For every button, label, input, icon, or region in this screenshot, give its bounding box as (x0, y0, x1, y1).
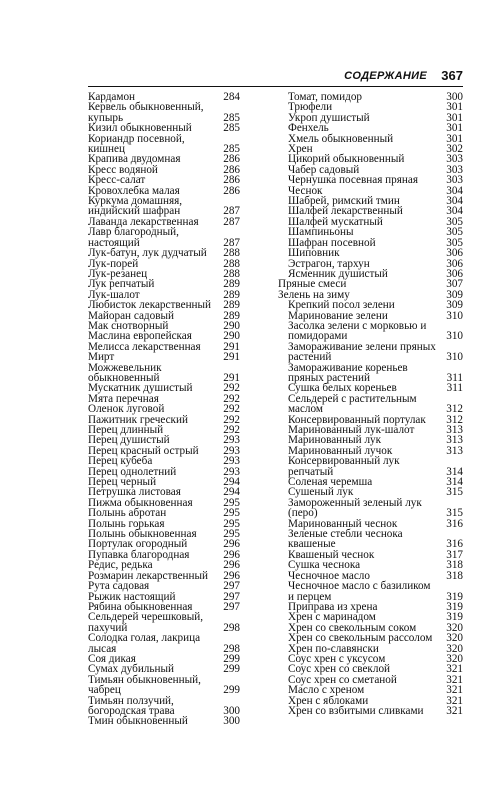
toc-entry-page: 289 (223, 299, 240, 312)
toc-entry-title: Маринованный лучок (288, 444, 393, 457)
toc-entry-page: 316 (446, 517, 463, 530)
toc-entry-page: 310 (446, 330, 463, 343)
toc-entry-title: Крапива двудомная (88, 153, 181, 166)
toc-entry-title: Сумах дубильный (88, 663, 174, 676)
toc-entry-title: Майоран садовый (88, 309, 174, 322)
toc-entry-title: Лаванда лекарственная (88, 215, 199, 228)
toc-entry-title: Хрен с яблоками (288, 694, 369, 707)
toc-entry-title: Мак снотворный (88, 319, 169, 332)
toc-entry-page: 294 (223, 476, 240, 489)
toc-entry-page: 297 (223, 590, 240, 603)
toc-entry-page: 300 (223, 715, 240, 728)
header-rule (88, 86, 463, 87)
toc-entry-page: 315 (446, 486, 463, 499)
toc-entry-title: Перец черный (88, 476, 157, 489)
toc-entry-page: 321 (446, 694, 463, 707)
toc-entry (278, 706, 463, 716)
toc-entry-title: Чабер садовый (288, 163, 360, 176)
toc-entry-title: Шабрей, римский тмин (288, 195, 400, 208)
toc-entry (278, 300, 463, 310)
toc-entry-title: Портулак огородный (88, 538, 188, 551)
toc-entry-page: 321 (446, 663, 463, 676)
toc-entry (88, 581, 240, 591)
toc-entry-title: Кориандр посевной, кишнец (88, 132, 185, 156)
toc-entry-page: 318 (446, 569, 463, 582)
toc-entry-page: 303 (446, 163, 463, 176)
toc-entry-page: 305 (446, 226, 463, 239)
toc-entry (278, 321, 463, 342)
toc-entry (88, 248, 240, 258)
toc-entry-title: Лук-резанец (88, 267, 148, 280)
toc-entry-title: Лук-порей (88, 257, 139, 270)
toc-entry-page: 307 (446, 278, 463, 291)
toc-entry-title: Рябина обыкновенная (88, 600, 193, 613)
toc-entry-page: 321 (446, 673, 463, 686)
toc-entry-page: 312 (446, 413, 463, 426)
toc-entry-title: Шалфей лекарственный (288, 205, 403, 218)
toc-entry-title: Куркума домашняя, индийский шафран (88, 195, 183, 218)
toc-entry-title: Хрен со взбитыми сливками (288, 704, 424, 717)
toc-entry-page: 294 (223, 486, 240, 499)
toc-entry-page: 301 (446, 101, 463, 114)
toc-entry-page: 316 (446, 538, 463, 551)
toc-entry (278, 363, 463, 384)
toc-entry-page: 289 (223, 278, 240, 291)
toc-entry-page: 320 (446, 621, 463, 634)
toc-entry-page: 289 (223, 309, 240, 322)
toc-entry-title: Пряные смеси (278, 278, 347, 291)
toc-entry-page: 291 (223, 351, 240, 364)
toc-entry-page: 313 (446, 434, 463, 447)
toc-entry (278, 456, 463, 477)
toc-entry-page: 314 (446, 465, 463, 478)
toc-entry-title: Маринованный чеснок (288, 517, 398, 530)
toc-entry-page: 303 (446, 153, 463, 166)
toc-entry-page: 300 (223, 704, 240, 717)
toc-entry-page: 291 (223, 340, 240, 353)
toc-entry-page: 298 (223, 642, 240, 655)
toc-entry-title: Чеснок (288, 184, 323, 197)
toc-entry-page: 305 (446, 236, 463, 249)
toc-entry-page: 321 (446, 684, 463, 697)
toc-column-left (88, 92, 240, 727)
toc-entry (88, 696, 240, 717)
toc-entry-page: 293 (223, 465, 240, 478)
toc-entry-title: Оленок луговой (88, 403, 165, 416)
toc-entry-page: 295 (223, 507, 240, 520)
toc-entry (88, 716, 240, 726)
running-header (85, 68, 463, 86)
toc-entry (88, 352, 240, 362)
toc-entry (88, 675, 240, 696)
toc-entry-title: Соус хрен со сметаной (288, 673, 397, 686)
toc-entry-page: 321 (446, 704, 463, 717)
toc-entry-page: 287 (223, 205, 240, 218)
toc-entry (88, 134, 240, 155)
toc-entry-title: Перец кубеба (88, 455, 153, 468)
toc-entry-page: 301 (446, 111, 463, 124)
toc-entry-title: Маринованный лук-шалот (288, 424, 415, 436)
toc-entry-title: Соя дикая (88, 652, 136, 665)
toc-entry (278, 685, 463, 695)
toc-entry (88, 633, 240, 654)
toc-entry-title: Полынь абротан (88, 507, 167, 520)
toc-entry-page: 288 (223, 267, 240, 280)
toc-entry-page: 297 (223, 580, 240, 593)
toc-entry-page: 319 (446, 590, 463, 603)
toc-entry-page: 296 (223, 569, 240, 582)
toc-entry (278, 529, 463, 550)
toc-entry-title: Хрен с маринадом (288, 611, 376, 624)
toc-entry-page: 318 (446, 559, 463, 572)
toc-entry-page: 301 (446, 122, 463, 135)
toc-entry-title: Шиповник (288, 247, 340, 260)
toc-entry-page: 292 (223, 424, 240, 436)
toc-entry-page: 313 (446, 444, 463, 457)
toc-entry-page: 299 (223, 652, 240, 665)
toc-entry-title: Шампиньоны (288, 226, 354, 239)
toc-entry (88, 196, 240, 217)
toc-entry-title: Зелень на зиму (278, 288, 350, 301)
toc-entry-title: Мята перечная (88, 392, 159, 405)
toc-entry-title: Чернушка посевная пряная (288, 174, 418, 187)
toc-entry (88, 102, 240, 123)
toc-entry-title: Зеленые стебли чеснока квашеные (288, 528, 403, 551)
toc-entry-page: 293 (223, 434, 240, 447)
toc-entry-title: Соус хрен с уксусом (288, 652, 386, 665)
toc-entry-page: 319 (446, 611, 463, 624)
toc-entry-title: Лук-батун, лук дудчатый (88, 247, 207, 260)
toc-entry-page: 306 (446, 257, 463, 270)
toc-entry-page: 293 (223, 444, 240, 457)
toc-entry-title: Лавр благородный, настоящий (88, 226, 179, 249)
toc-entry-page: 297 (223, 600, 240, 613)
toc-entry-title: Перец длинный (88, 424, 164, 436)
toc-entry-title: Хрен со свекольным рассолом (288, 632, 433, 645)
toc-entry-title: Рыжик настоящий (88, 590, 176, 603)
toc-entry-title: Консервированный лук репчатый (288, 455, 400, 478)
toc-entry-title: Перец однолетний (88, 465, 177, 478)
toc-entry-title: Соленая черемша (288, 476, 373, 489)
toc-entry-title: Засолка зелени с морковью и помидорами (288, 319, 427, 343)
toc-entry-title: Кардамон (88, 91, 136, 103)
toc-entry-page: 300 (446, 91, 463, 103)
toc-entry-title: Эстрагон, тархун (288, 257, 370, 270)
toc-entry-page: 287 (223, 215, 240, 228)
toc-entry-title: Соус хрен со свеклой (288, 663, 391, 676)
toc-entry-title: Лук-шалот (88, 288, 140, 301)
toc-entry-title: Крепкий посол зелени (288, 299, 395, 312)
toc-entry-title: Полынь обыкновенная (88, 528, 197, 541)
toc-entry-page: 296 (223, 548, 240, 561)
toc-entry-title: Кресс водяной (88, 163, 158, 176)
toc-entry-page: 304 (446, 184, 463, 197)
toc-entry-title: Укроп душистый (288, 111, 370, 124)
toc-entry-title: Ясменник душистый (288, 267, 388, 280)
toc-entry-page: 288 (223, 257, 240, 270)
toc-entry-page: 284 (223, 91, 240, 103)
toc-entry-title: Шалфей мускатный (288, 215, 383, 228)
toc-entry-page: 295 (223, 517, 240, 530)
toc-entry-title: Замороженный зеленый лук (перо) (288, 496, 422, 520)
toc-entry (88, 612, 240, 633)
toc-entry-page: 320 (446, 642, 463, 655)
toc-entry-title: Перец красный острый (88, 444, 199, 457)
toc-entry-title: Пажитник греческий (88, 413, 188, 426)
toc-entry-title: Цикорий обыкновенный (288, 153, 405, 166)
toc-entry-title: Сельдерей черешковый, пахучий (88, 611, 204, 634)
toc-entry-title: Петрушка листовая (88, 486, 181, 499)
toc-entry-title: Томат, помидор (288, 91, 363, 103)
toc-entry-title: Кервель обыкновенный, купырь (88, 101, 204, 124)
toc-entry-title: Мелисса лекарственная (88, 340, 201, 353)
toc-entry-page: 304 (446, 205, 463, 218)
toc-entry-page: 285 (223, 143, 240, 156)
toc-entry-page: 295 (223, 496, 240, 509)
toc-entry (278, 342, 463, 363)
toc-entry-page: 290 (223, 319, 240, 332)
toc-entry-page: 301 (446, 132, 463, 145)
toc-entry-title: Кровохлебка малая (88, 184, 180, 197)
toc-entry (88, 363, 240, 384)
toc-entry-title: Любисток лекарственный (88, 299, 212, 312)
toc-entry-title: Замораживание кореньев пряных растений (288, 361, 408, 384)
toc-entry-page: 295 (223, 528, 240, 541)
toc-entry-title: Полынь горькая (88, 517, 165, 530)
toc-entry-page: 311 (446, 382, 463, 395)
toc-entry (88, 300, 240, 310)
toc-entry-page: 292 (223, 413, 240, 426)
toc-entry-title: Сушеный лук (288, 486, 354, 499)
toc-entry-title: Хрен (288, 143, 313, 156)
toc-column-right (278, 92, 463, 716)
toc-entry-page: 299 (223, 684, 240, 697)
toc-entry-title: Фенхель (288, 122, 329, 135)
toc-entry-page: 286 (223, 163, 240, 176)
toc-entry (278, 498, 463, 519)
toc-entry-page: 291 (223, 371, 240, 384)
toc-entry-page: 289 (223, 288, 240, 301)
toc-entry-title: Тимьян ползучий, богородская трава (88, 694, 175, 717)
toc-entry (278, 248, 463, 258)
toc-entry-page: 287 (223, 236, 240, 249)
toc-entry-page: 298 (223, 621, 240, 634)
toc-entry-page: 312 (446, 403, 463, 416)
toc-entry-title: Шафран посевной (288, 236, 376, 249)
toc-entry-page: 285 (223, 122, 240, 135)
toc-entry-page: 296 (223, 538, 240, 551)
toc-entry-page: 286 (223, 153, 240, 166)
toc-entry-title: Перец душистый (88, 434, 170, 447)
toc-entry-page: 319 (446, 600, 463, 613)
toc-entry-title: Пижма обыкновенная (88, 496, 193, 509)
toc-entry (278, 633, 463, 643)
toc-entry-page: 292 (223, 392, 240, 405)
toc-entry-title: Хмель обыкновенный (288, 132, 394, 145)
toc-entry-page: 310 (446, 351, 463, 364)
toc-entry-title: Сушка белых кореньев (288, 382, 397, 395)
toc-entry-title: Консервированный портулак (288, 413, 426, 426)
toc-entry-page: 305 (446, 215, 463, 228)
toc-entry-page: 315 (446, 507, 463, 520)
toc-entry-page: 317 (446, 548, 463, 561)
toc-entry-page: 306 (446, 267, 463, 280)
toc-entry-title: Приправа из хрена (288, 600, 378, 613)
toc-entry-title: Замораживание зелени пряных растений (288, 340, 436, 364)
toc-entry-title: Сушка чеснока (288, 559, 361, 572)
toc-entry (278, 394, 463, 415)
header-title: СОДЕРЖАНИЕ (344, 70, 427, 82)
toc-entry-page: 286 (223, 184, 240, 197)
toc-entry-page: 285 (223, 111, 240, 124)
toc-entry-title: Хрен со свекольным соком (288, 621, 417, 634)
toc-entry-page: 306 (446, 247, 463, 260)
toc-entry-title: Рута садовая (88, 580, 150, 593)
toc-entry-page: 320 (446, 652, 463, 665)
toc-entry-title: Тмин обыкновенный (88, 715, 188, 728)
toc-entry-title: Маринование зелени (288, 309, 388, 322)
toc-entry-page: 313 (446, 424, 463, 436)
toc-entry-title: Чесночное масло с базиликом и перцем (288, 580, 431, 603)
toc-entry-page: 299 (223, 663, 240, 676)
toc-entry-title: Хрен по-славянски (288, 642, 379, 655)
toc-entry-page: 286 (223, 174, 240, 187)
toc-entry-title: Розмарин лекарственный (88, 569, 209, 582)
toc-entry-page: 288 (223, 247, 240, 260)
toc-entry-title: Кресс-салат (88, 174, 146, 187)
toc-entry-page: 290 (223, 330, 240, 343)
toc-entry-title: Тимьян обыкновенный, чабрец (88, 673, 201, 697)
toc-entry-title: Кизил обыкновенный (88, 122, 192, 135)
toc-entry-page: 309 (446, 299, 463, 312)
toc-entry-page: 314 (446, 476, 463, 489)
toc-entry-page: 304 (446, 195, 463, 208)
toc-entry-title: Мирт (88, 351, 115, 364)
toc-entry-page: 292 (223, 382, 240, 395)
toc-entry-title: Редис, редька (88, 559, 153, 572)
toc-entry-page: 302 (446, 143, 463, 156)
toc-entry-title: Сельдерей с растительным маслом (288, 392, 417, 416)
toc-entry-page: 292 (223, 403, 240, 416)
toc-entry-title: Солодка голая, лакрица лысая (88, 632, 201, 655)
toc-entry-title: Маринованный лук (288, 434, 382, 447)
toc-entry-title: Квашеный чеснок (288, 548, 375, 561)
toc-entry-title: Чесночное масло (288, 569, 370, 582)
toc-entry-title: Лук репчатый (88, 278, 155, 291)
toc-entry (88, 227, 240, 248)
toc-entry-title: Масло с хреном (288, 684, 365, 697)
toc-entry-title: Пупавка благородная (88, 548, 190, 561)
page-number: 367 (441, 68, 463, 83)
toc-entry-title: Трюфели (288, 101, 333, 114)
toc-entry-page: 296 (223, 559, 240, 572)
toc-entry (278, 581, 463, 602)
toc-entry-page: 310 (446, 309, 463, 322)
toc-entry-page: 309 (446, 288, 463, 301)
toc-entry-page: 303 (446, 174, 463, 187)
toc-entry-page: 311 (446, 371, 463, 384)
toc-entry-title: Мускатник душистый (88, 382, 193, 395)
toc-entry-title: Можжевельник обыкновенный (88, 361, 162, 384)
toc-entry-page: 320 (446, 632, 463, 645)
toc-entry-page: 293 (223, 455, 240, 468)
toc-entry-title: Маслина европейская (88, 330, 192, 343)
